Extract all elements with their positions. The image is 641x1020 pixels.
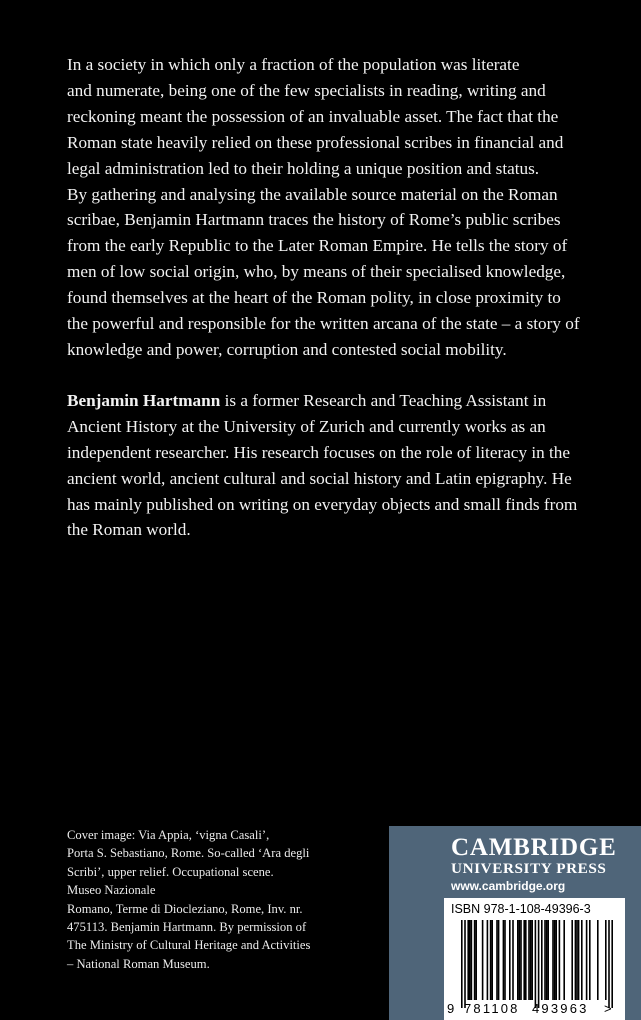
blurb-line: found themselves at the heart of the Roman polity, in close proximity to (67, 288, 561, 308)
credit-line: 475113. Benjamin Hartmann. By permission of (67, 920, 307, 935)
blurb-line: In a society in which only a fraction of the population was literate (67, 55, 520, 74)
barcode-leading-digit: 9 (447, 1001, 455, 1016)
barcode-bar (509, 920, 511, 1000)
barcode-bar (555, 920, 557, 1000)
barcode-bar (528, 920, 530, 1000)
barcode-bar (531, 920, 533, 1000)
barcode-bar (474, 920, 476, 1000)
barcode-bar (563, 920, 565, 1000)
author-bio-line: Ancient History at the University of Zurich and currently works as an (67, 416, 546, 436)
barcode-guard-bar (538, 920, 540, 1008)
author-bio-line: independent researcher. His research focuses on the role of literacy in the (67, 442, 570, 462)
barcode-bar (498, 920, 500, 1000)
cover-image-credit (67, 826, 357, 973)
barcode-bar (475, 920, 477, 1000)
barcode-bar (571, 920, 573, 1000)
barcode-bar (547, 920, 549, 1000)
barcode-bar (541, 920, 543, 1000)
isbn-barcode (444, 898, 625, 1020)
barcode-bar (578, 920, 580, 1000)
barcode-bar (544, 920, 546, 1000)
publisher-url: www.cambridge.org (451, 879, 566, 893)
blurb-line: Roman state heavily relied on these professional scribes in financial and (67, 132, 564, 152)
barcode-bar (482, 920, 484, 1000)
barcode-guard-bar (535, 920, 537, 1008)
barcode-bar (519, 920, 521, 1000)
barcode-bar (589, 920, 591, 1000)
barcode-bar (554, 920, 556, 1000)
barcode-bar (467, 920, 469, 1000)
barcode-guard-bar (608, 920, 610, 1008)
credit-line: Scribi’, upper relief. Occupational scene. (67, 864, 274, 879)
barcode-bar (586, 920, 588, 1000)
credit-line: Porta S. Sebastiano, Rome. So-called ‘Ara degli (67, 846, 310, 861)
credit-line: Cover image: Via Appia, ‘vigna Casali’, (67, 828, 270, 842)
barcode-left-digits: 781108 (464, 1001, 520, 1016)
barcode-guard-bar (611, 920, 613, 1008)
publisher-panel (389, 826, 641, 1020)
credit-line: – National Roman Museum. (67, 956, 210, 971)
barcode-bar (575, 920, 577, 1000)
publisher-logo-name: CAMBRIDGE (451, 834, 617, 861)
barcode-bar (530, 920, 532, 1000)
barcode-bar (576, 920, 578, 1000)
blurb-line: from the early Republic to the Later Roman Empire. He tells the story of (67, 236, 568, 256)
barcode-bar (471, 920, 473, 1000)
credit-line: Romano, Terme di Diocleziano, Rome, Inv. nr. (67, 901, 303, 916)
barcode-bar (525, 920, 527, 1000)
barcode-bar (559, 920, 561, 1000)
isbn-label: ISBN 978-1-108-49396-3 (451, 902, 591, 916)
barcode-bar (520, 920, 522, 1000)
barcode-bar (504, 920, 506, 1000)
credit-line: Museo Nazionale (67, 883, 156, 898)
barcode-bar (490, 920, 492, 1000)
barcode-guard-bar (464, 920, 466, 1008)
blurb-line: By gathering and analysing the available source material on the Roman (67, 184, 558, 204)
back-cover-blurb (67, 52, 587, 543)
barcode-bar (469, 920, 471, 1000)
barcode-bar (546, 920, 548, 1000)
barcode-bar (523, 920, 525, 1000)
author-bio-line: has mainly published on writing on everyday objects and small finds from (67, 494, 578, 514)
author-name: Benjamin Hartmann (67, 390, 221, 410)
blurb-line: knowledge and power, corruption and contested social mobility. (67, 339, 507, 359)
barcode-bar (581, 920, 583, 1000)
credit-line: The Ministry of Cultural Heritage and Activities (67, 938, 311, 953)
author-bio-line: is a former Research and Teaching Assistant in (220, 390, 547, 410)
barcode-right-digits: 493963 (532, 1001, 589, 1016)
author-bio-line: ancient world, ancient cultural and social history and Latin epigraphy. He (67, 468, 572, 488)
author-bio-line: the Roman world. (67, 520, 191, 540)
barcode-quiet-zone-marker: > (604, 1001, 612, 1016)
barcode-bar (503, 920, 505, 1000)
blurb-line: reckoning meant the possession of an invaluable asset. The fact that the (67, 106, 559, 126)
barcode-bar (605, 920, 607, 1000)
author-bio (67, 388, 587, 543)
blurb-line: legal administration led to their holding a unique position and status. (67, 158, 540, 178)
barcode-bar (491, 920, 493, 1000)
barcode-bar (512, 920, 514, 1000)
blurb-line: and numerate, being one of the few specialists in reading, writing and (67, 80, 546, 100)
blurb-paragraph (67, 52, 587, 363)
barcode-bar (487, 920, 489, 1000)
barcode-bar (597, 920, 599, 1000)
blurb-line: the powerful and responsible for the written arcana of the state – a story of (67, 314, 580, 334)
publisher-logo-subname: UNIVERSITY PRESS (451, 860, 607, 877)
blurb-line: men of low social origin, who, by means of their specialised knowledge, (67, 262, 566, 282)
barcode-bar (517, 920, 519, 1000)
barcode-bar (496, 920, 498, 1000)
barcode-bar (552, 920, 554, 1000)
blurb-line: scribae, Benjamin Hartmann traces the history of Rome’s public scribes (67, 210, 561, 230)
barcode-guard-bar (461, 920, 463, 1008)
